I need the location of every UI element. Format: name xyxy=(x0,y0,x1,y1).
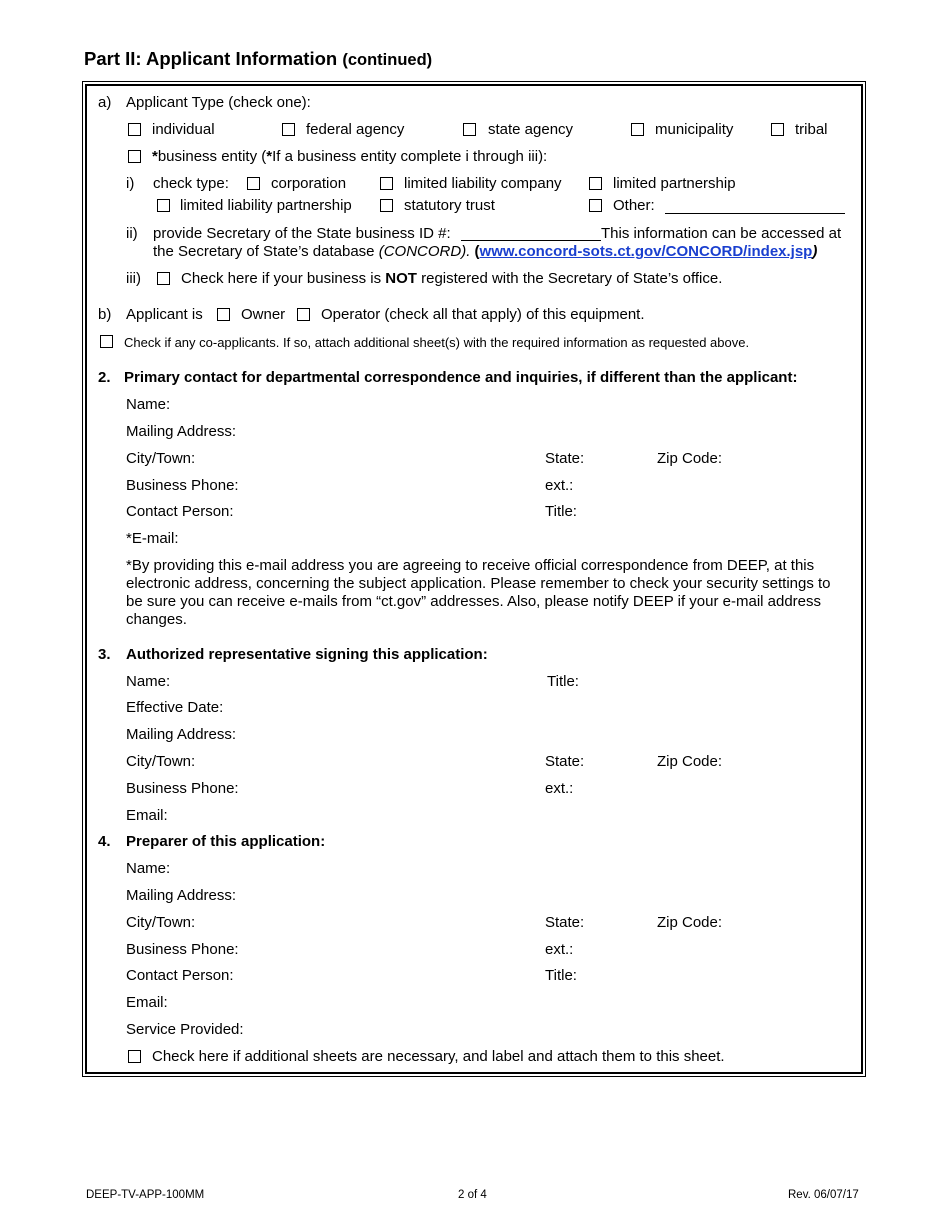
applicant-type-label: Applicant Type (check one): xyxy=(126,94,311,111)
corporation-checkbox[interactable] xyxy=(247,177,260,190)
s4-email-label: Email: xyxy=(126,994,168,1011)
statutory-trust-label: statutory trust xyxy=(404,197,495,214)
not-registered-checkbox[interactable] xyxy=(157,272,170,285)
co-applicants-label: Check if any co-applicants. If so, attach additional sheet(s) with the required information as requested above. xyxy=(124,335,750,350)
owner-label: Owner xyxy=(241,306,286,323)
s3-title-label: Title: xyxy=(547,673,579,690)
business-entity-label: *business entity (*If a business entity complete i through iii): xyxy=(152,148,548,165)
s2-title-label: Title: xyxy=(545,503,577,520)
llc-label: limited liability company xyxy=(404,175,562,192)
state-agency-label: state agency xyxy=(488,121,574,138)
operator-checkbox[interactable] xyxy=(297,308,310,321)
individual-checkbox[interactable] xyxy=(128,123,141,136)
business-id-input[interactable] xyxy=(461,240,601,241)
limited-partnership-checkbox[interactable] xyxy=(589,177,602,190)
s3-phone-label: Business Phone: xyxy=(126,780,239,797)
s2-ext-label: ext.: xyxy=(545,477,574,494)
s3-state-label: State: xyxy=(545,753,585,770)
s4-state-label: State: xyxy=(545,914,585,931)
s3-email-label: Email: xyxy=(126,807,168,824)
s4-mailing-label: Mailing Address: xyxy=(126,887,237,904)
s4-phone-label: Business Phone: xyxy=(126,941,239,958)
limited-partnership-label: limited partnership xyxy=(613,175,736,192)
other-input[interactable] xyxy=(665,213,845,214)
concord-link[interactable]: www.concord-sots.ct.gov/CONCORD/index.jsp xyxy=(479,243,813,260)
applicant-is-label: Applicant is xyxy=(126,306,203,323)
municipality-label: municipality xyxy=(655,121,734,138)
other-checkbox[interactable] xyxy=(589,199,602,212)
section-4-heading: Preparer of this application: xyxy=(126,833,326,850)
additional-sheets-label: Check here if additional sheets are necessary, and label and attach them to this sheet. xyxy=(152,1048,725,1065)
s2-city-label: City/Town: xyxy=(126,450,196,467)
section-2-number: 2. xyxy=(98,369,111,386)
access-note: This information can be accessed at xyxy=(601,225,842,242)
page-number: 2 of 4 xyxy=(458,1189,487,1201)
s4-name-label: Name: xyxy=(126,860,171,877)
s3-name-label: Name: xyxy=(126,673,171,690)
s3-city-label: City/Town: xyxy=(126,753,196,770)
form-id: DEEP-TV-APP-100MM xyxy=(86,1189,205,1201)
llp-label: limited liability partnership xyxy=(180,197,352,214)
email-disclaimer: *By providing this e-mail address you are agreeing to receive official correspondence from DEEP, at this electronic address, concerning the subject application. Please remember to check your security settings to be sure you can receive e-mails from “ct.gov” addresses. Also, please notify DEEP if your e-mail address changes. xyxy=(126,557,831,628)
additional-sheets-checkbox[interactable] xyxy=(128,1050,141,1063)
corporation-label: corporation xyxy=(271,175,347,192)
individual-label: individual xyxy=(152,121,215,138)
s2-contact-label: Contact Person: xyxy=(126,503,234,520)
business-entity-checkbox[interactable] xyxy=(128,150,141,163)
section-b-marker: b) xyxy=(98,306,112,323)
s4-city-label: City/Town: xyxy=(126,914,196,931)
revision-date: Rev. 06/07/17 xyxy=(788,1189,859,1201)
s2-name-label: Name: xyxy=(126,396,171,413)
llc-checkbox[interactable] xyxy=(380,177,393,190)
tribal-label: tribal xyxy=(795,121,828,138)
section-a-marker: a) xyxy=(98,94,112,111)
s2-email-label: *E-mail: xyxy=(126,530,179,547)
state-agency-checkbox[interactable] xyxy=(463,123,476,136)
section-4-number: 4. xyxy=(98,833,111,850)
sub-ii-marker: ii) xyxy=(126,225,138,242)
concord-line: the Secretary of State’s database (CONCORD). (www.concord-sots.ct.gov/CONCORD/index.jsp) xyxy=(153,243,818,260)
s4-service-label: Service Provided: xyxy=(126,1021,244,1038)
s4-ext-label: ext.: xyxy=(545,941,574,958)
s3-zip-label: Zip Code: xyxy=(657,753,723,770)
s4-contact-label: Contact Person: xyxy=(126,967,234,984)
section-3-number: 3. xyxy=(98,646,111,663)
federal-agency-checkbox[interactable] xyxy=(282,123,295,136)
tribal-checkbox[interactable] xyxy=(771,123,784,136)
s3-mailing-label: Mailing Address: xyxy=(126,726,237,743)
sub-i-marker: i) xyxy=(126,175,135,192)
section-3-heading: Authorized representative signing this application: xyxy=(126,646,488,663)
s2-state-label: State: xyxy=(545,450,585,467)
federal-agency-label: federal agency xyxy=(306,121,405,138)
municipality-checkbox[interactable] xyxy=(631,123,644,136)
s2-mailing-label: Mailing Address: xyxy=(126,423,237,440)
other-label: Other: xyxy=(613,197,655,214)
llp-checkbox[interactable] xyxy=(157,199,170,212)
s4-zip-label: Zip Code: xyxy=(657,914,723,931)
business-id-label: provide Secretary of the State business ID #: xyxy=(153,225,451,242)
not-registered-label: Check here if your business is NOT registered with the Secretary of State’s office. xyxy=(181,270,723,287)
s2-phone-label: Business Phone: xyxy=(126,477,239,494)
page-title: Part II: Applicant Information (continued) xyxy=(84,48,433,69)
section-2-heading: Primary contact for departmental correspondence and inquiries, if different than the applicant: xyxy=(124,369,798,386)
page-title-suffix: (continued) xyxy=(342,51,433,69)
operator-label: Operator (check all that apply) of this equipment. xyxy=(321,306,645,323)
s4-title-label: Title: xyxy=(545,967,577,984)
s3-ext-label: ext.: xyxy=(545,780,574,797)
check-type-label: check type: xyxy=(153,175,229,192)
s3-effective-date-label: Effective Date: xyxy=(126,699,224,716)
sub-iii-marker: iii) xyxy=(126,270,141,287)
s2-zip-label: Zip Code: xyxy=(657,450,723,467)
co-applicants-checkbox[interactable] xyxy=(100,335,113,348)
owner-checkbox[interactable] xyxy=(217,308,230,321)
statutory-trust-checkbox[interactable] xyxy=(380,199,393,212)
